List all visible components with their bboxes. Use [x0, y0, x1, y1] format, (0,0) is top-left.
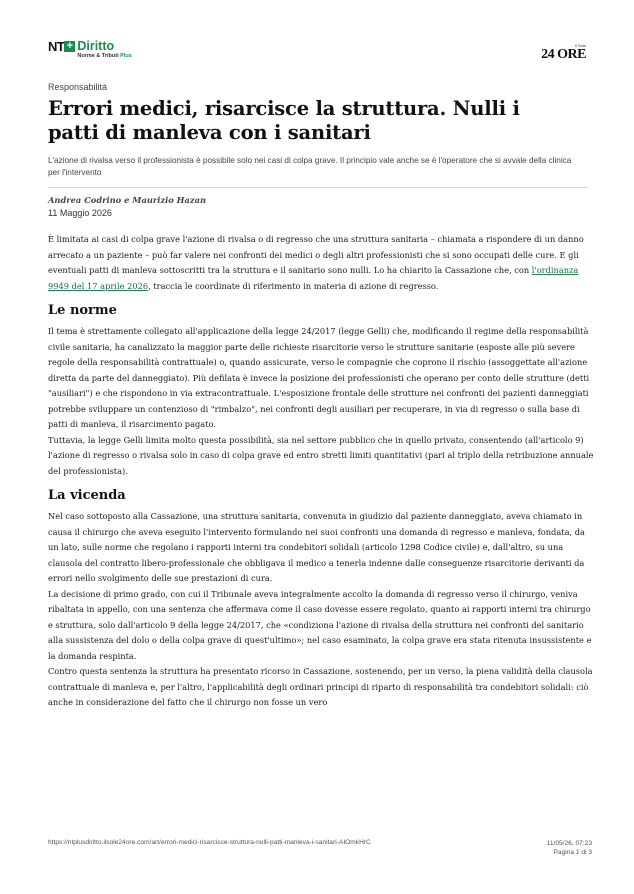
page-header [48, 40, 588, 70]
brand-plus-icon: + [64, 41, 75, 52]
vicenda-paragraph-2: La decisione di primo grado, con cui il Tribunale aveva integralmente accolto la domanda di regresso verso il chirurgo, veniva ribaltata in appello, con una sentenza che affermava come il caso dovesse essere regolato, quanto ai rapporti interni tra chirurgo e struttura, solo dall'articolo 9 della legge 24/2017, che «condiziona l'azione di rivalsa della struttura nei confronti del sanitario alla sussistenza del dolo o della colpa grave di quest'ultimo»; nel caso esaminato, la colpa grave era stata ritenuta insussistente e la domanda respinta. [48, 588, 592, 661]
heading-la-vicenda: La vicenda [48, 488, 126, 503]
sole-24-ore-logo[interactable] [541, 44, 586, 62]
nt-plus-diritto-logo[interactable] [48, 40, 132, 60]
footer-url[interactable]: https://ntplusdiritto.ilsole24ore.com/art/errori-medici-risarcisce-struttura-nulli-patti-manleva-i-sanitari-AIOmkHrC [48, 839, 371, 846]
logo-small-text: Il Sole [574, 43, 586, 48]
footer-meta [547, 839, 592, 857]
article-subtitle: L'azione di rivalsa verso il professionista è possibile solo nei casi di colpa grave. Il principio vale anche se è l'operatore che si avvale della clinica per l'intervento [48, 156, 572, 177]
intro-paragraph: È limitata ai casi di colpa grave l'azione di rivalsa o di regresso che una struttura sanitaria – chiamata a rispondere di un danno arrecato a un paziente – può far valere nei confronti dei medici o degli altri professionisti che si sono occupati delle cure. E gli eventuali patti di manleva sottoscritti tra la struttura e il sanitario sono nulli. Lo ha chiarito la Cassazione che, con l'ordinanza 9949 del 17 aprile 2026, traccia le coordinate di riferimento in materia di azione di regresso. [48, 234, 584, 291]
article-authors: Andrea Codrino e Maurizio Hazan [48, 195, 207, 205]
norme-paragraph-1: Il tema è strettamente collegato all'applicazione della legge 24/2017 (legge Gelli) che, modificando il regime della responsabilità civile sanitaria, ha canalizzato la maggior parte delle richieste risarcitorie verso le strutture sanitarie (esposte alle più severe regole della responsabilità contrattuale) o, quando assicurate, verso le compagnie che coprono il rischio (assoggettate all'azione diretta da parte del danneggiato). Più defilata è invece la posizione dei professionisti che operano per conto delle strutture (detti "ausiliari") e che rispondono in via extracontrattuale. L'esposizione frontale delle strutture nei confronti dei pazienti danneggiati potrebbe sviluppare un contenzioso di "rimbalzo", nei confronti degli ausiliari per recuperare, in via di regresso o sulla base di patti di manleva, il risarcimento pagato. [48, 326, 590, 429]
vicenda-paragraph-1: Nel caso sottoposto alla Cassazione, una struttura sanitaria, convenuta in giudizio dal paziente danneggiato, aveva chiamato in causa il chirurgo che aveva eseguito l'intervento formulando nei suoi confronti una domanda di regresso e manleva, fondata, da un lato, sulle norme che regolano i rapporti interni tra condebitori solidali (articolo 1298 Codice civile) e, dall'altro, su una clausola del contratto libero-professionale che obbligava il medico a tenerla indenne dalle conseguenze risarcitorie derivanti da errori nello svolgimento delle sue prestazioni di cura. [48, 511, 585, 583]
brand-subtitle: Norme & Tributi Plus [77, 53, 132, 59]
brand-nt: NT [48, 39, 65, 54]
page-number: Pagina 1 di 3 [553, 849, 592, 856]
article-body [48, 232, 596, 711]
article-date: 11 Maggio 2026 [48, 208, 112, 218]
section-label[interactable]: Responsabilità [48, 82, 108, 92]
ordinanza-link[interactable]: l'ordinanza 9949 del 17 aprile 2026 [48, 265, 579, 291]
divider [48, 187, 588, 188]
logo-main-text: 24 ORE [541, 47, 586, 62]
brand-name: Diritto [77, 39, 115, 53]
norme-paragraph-2: Tuttavia, la legge Gelli limita molto questa possibilità, sia nel settore pubblico che in quello privato, consentendo (all'articolo 9) l'azione di regresso o rivalsa solo in caso di colpa grave ed entro stretti limiti quantitativi (pari al triplo della retribuzione annuale del professionista). [48, 434, 594, 476]
heading-le-norme: Le norme [48, 303, 117, 318]
vicenda-paragraph-3: Contro questa sentenza la struttura ha presentato ricorso in Cassazione, sostenendo, per un verso, la piena validità della clausola contrattuale di manleva e, per l'altro, l'applicabilità degli ordinari principi di riparto di responsabilità tra condebitori solidali: ciò anche in considerazione del fatto che il chirurgo non fosse un vero [48, 666, 593, 707]
article-title: Errori medici, risarcisce la struttura. Nulli i patti di manleva con i sanitari [48, 97, 520, 144]
footer-datetime: 11/05/26, 07:23 [546, 840, 592, 847]
